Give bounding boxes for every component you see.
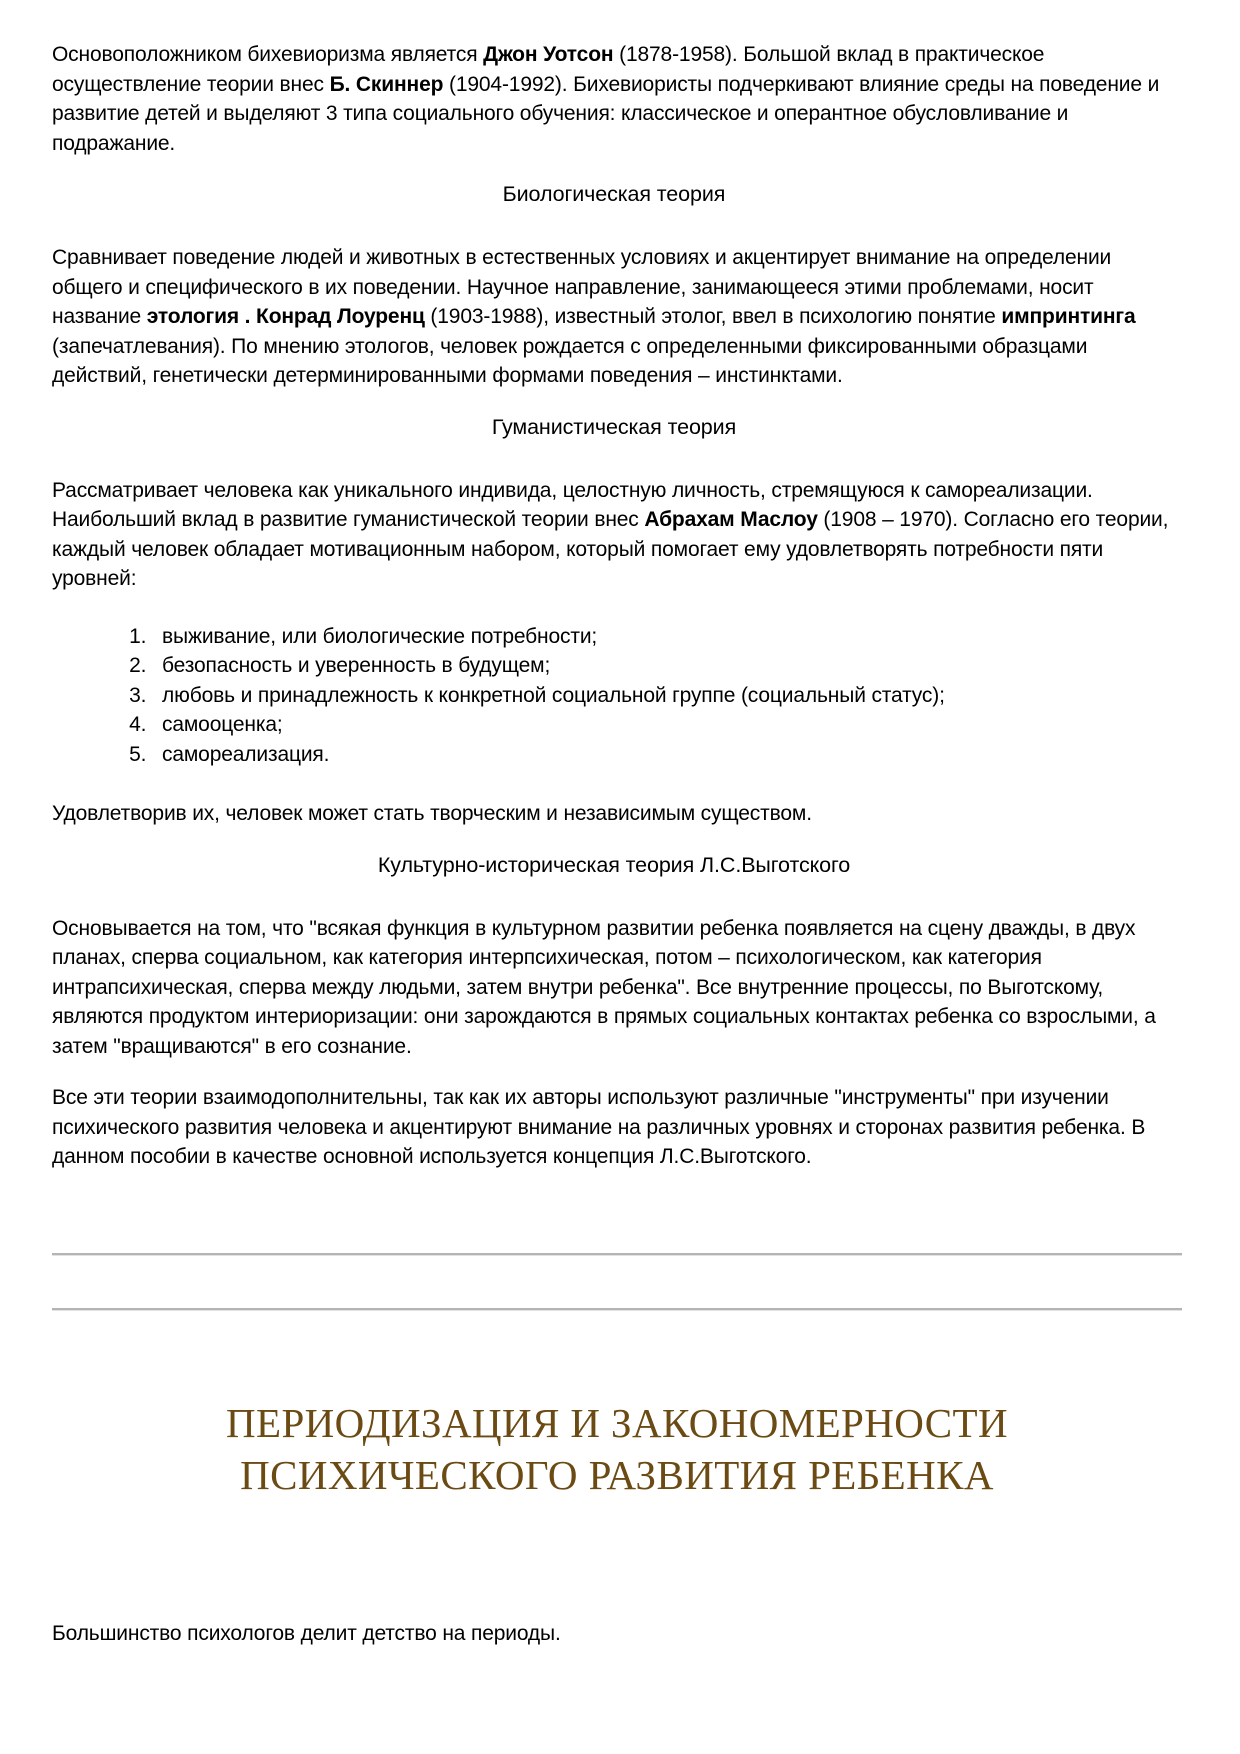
needs-levels-list: [52, 622, 1182, 770]
cultural-historical-paragraph-1: Основывается на том, что "всякая функция в культурном развитии ребенка появляется на сцену дважды, в двух планах, сперва социальном, как категория интерпсихическая, потом – психологическом, как категория интрапсихическая, сперва между людьми, затем внутри ребенка". Все внутренние процессы, по Выготскому, являются продуктом интериоризации: они зарождаются в прямых социальных контактах ребенка со взрослыми, а затем "вращиваются" в его сознание.: [52, 916, 1156, 1058]
spacer: [52, 442, 1182, 476]
list-item: 3. любовь и принадлежность к конкретной социальной группе (социальный статус);: [152, 681, 1182, 711]
spacer: [52, 391, 1182, 413]
biological-bold-ethology: этология . Конрад Лоуренц: [146, 305, 425, 328]
list-item: 5. самореализация.: [152, 740, 1182, 770]
section-separator-top: [52, 1247, 1182, 1256]
spacer: [52, 1311, 1182, 1397]
heading-cultural-historical-theory: Культурно-историческая теория Л.С.Выготского: [377, 852, 851, 877]
humanistic-text-a: Рассматривает человека как уникального индивида, целостную личность, стремящуюся к самореализации. Наибольший вклад в развитие гуманистической теории внес: [52, 478, 1093, 531]
spacer: [52, 1256, 1182, 1308]
intro-bold-skinner: Б. Скиннер: [329, 72, 444, 96]
list-item: 4. самооценка;: [152, 710, 1182, 740]
cultural-historical-paragraph-2: Все эти теории взаимодополнительны, так как их авторы используют различные "инструменты" при изучении психического развития человека и акцентируют внимание на различных уровнях и сторонах развития ребенка. В данном пособии в качестве основной используется концепция Л.С.Выготского.: [52, 1086, 1146, 1168]
intro-text-a: Основоположником бихевиоризма является: [52, 43, 484, 66]
biological-text-b: (1903-1988), известный этолог, ввел в психологию понятие: [424, 305, 1002, 328]
spacer: [52, 594, 1182, 622]
spacer: [52, 1501, 1182, 1619]
humanistic-bold-maslow: Абрахам Маслоу: [644, 508, 818, 531]
spacer: [52, 158, 1182, 180]
section-title: [52, 1397, 1182, 1501]
intro-paragraph: [52, 40, 1182, 158]
biological-paragraph: [52, 243, 1182, 391]
spacer: [52, 880, 1182, 914]
section-title-line-2: ПСИХИЧЕСКОГО РАЗВИТИЯ РЕБЕНКА: [240, 1451, 994, 1498]
biological-text-c: (запечатлевания). По мнению этологов, человек рождается с определенными фиксированными образцами действий, генетически детерминированными формами поведения – инстинктами.: [52, 334, 1088, 387]
humanistic-text-b: (1908 – 1970). Согласно его теории, каждый человек обладает мотивационным набором, который помогает ему удовлетворять потребности пяти уровней:: [52, 508, 1169, 590]
intro-bold-watson: Джон Уотсон: [483, 43, 614, 66]
heading-humanistic-theory: Гуманистическая теория: [491, 414, 737, 439]
spacer: [52, 1061, 1182, 1083]
list-item: 1. выживание, или биологические потребности;: [152, 622, 1182, 652]
intro-text-b: (1878-1958). Большой вклад в практическое осуществление теории внес: [52, 43, 1045, 96]
heading-biological-theory: Биологическая теория: [502, 182, 726, 206]
closing-paragraph: Большинство психологов делит детство на периоды.: [52, 1621, 561, 1645]
spacer: [52, 1172, 1182, 1247]
humanistic-closing-paragraph: Удовлетворив их, человек может стать творческим и независимым существом.: [52, 802, 812, 825]
spacer: [52, 209, 1182, 243]
humanistic-paragraph: [52, 476, 1182, 594]
intro-text-c: (1904-1992). Бихевиористы подчеркивают влияние среды на поведение и развитие детей и выделяют 3 типа социального обучения: классическое и оперантное обусловливание и подражание.: [52, 72, 1160, 155]
section-title-line-1: ПЕРИОДИЗАЦИЯ И ЗАКОНОМЕРНОСТИ: [226, 1399, 1008, 1446]
biological-text-a: Сравнивает поведение людей и животных в естественных условиях и акцентирует внимание на определении общего и специфического в их поведении. Научное направление, занимающееся этими проблемами, носит название: [52, 246, 1112, 328]
biological-bold-imprinting: импринтинга: [1001, 305, 1136, 328]
spacer: [52, 769, 1182, 799]
spacer: [52, 829, 1182, 851]
list-item: 2. безопасность и уверенность в будущем;: [152, 651, 1182, 681]
